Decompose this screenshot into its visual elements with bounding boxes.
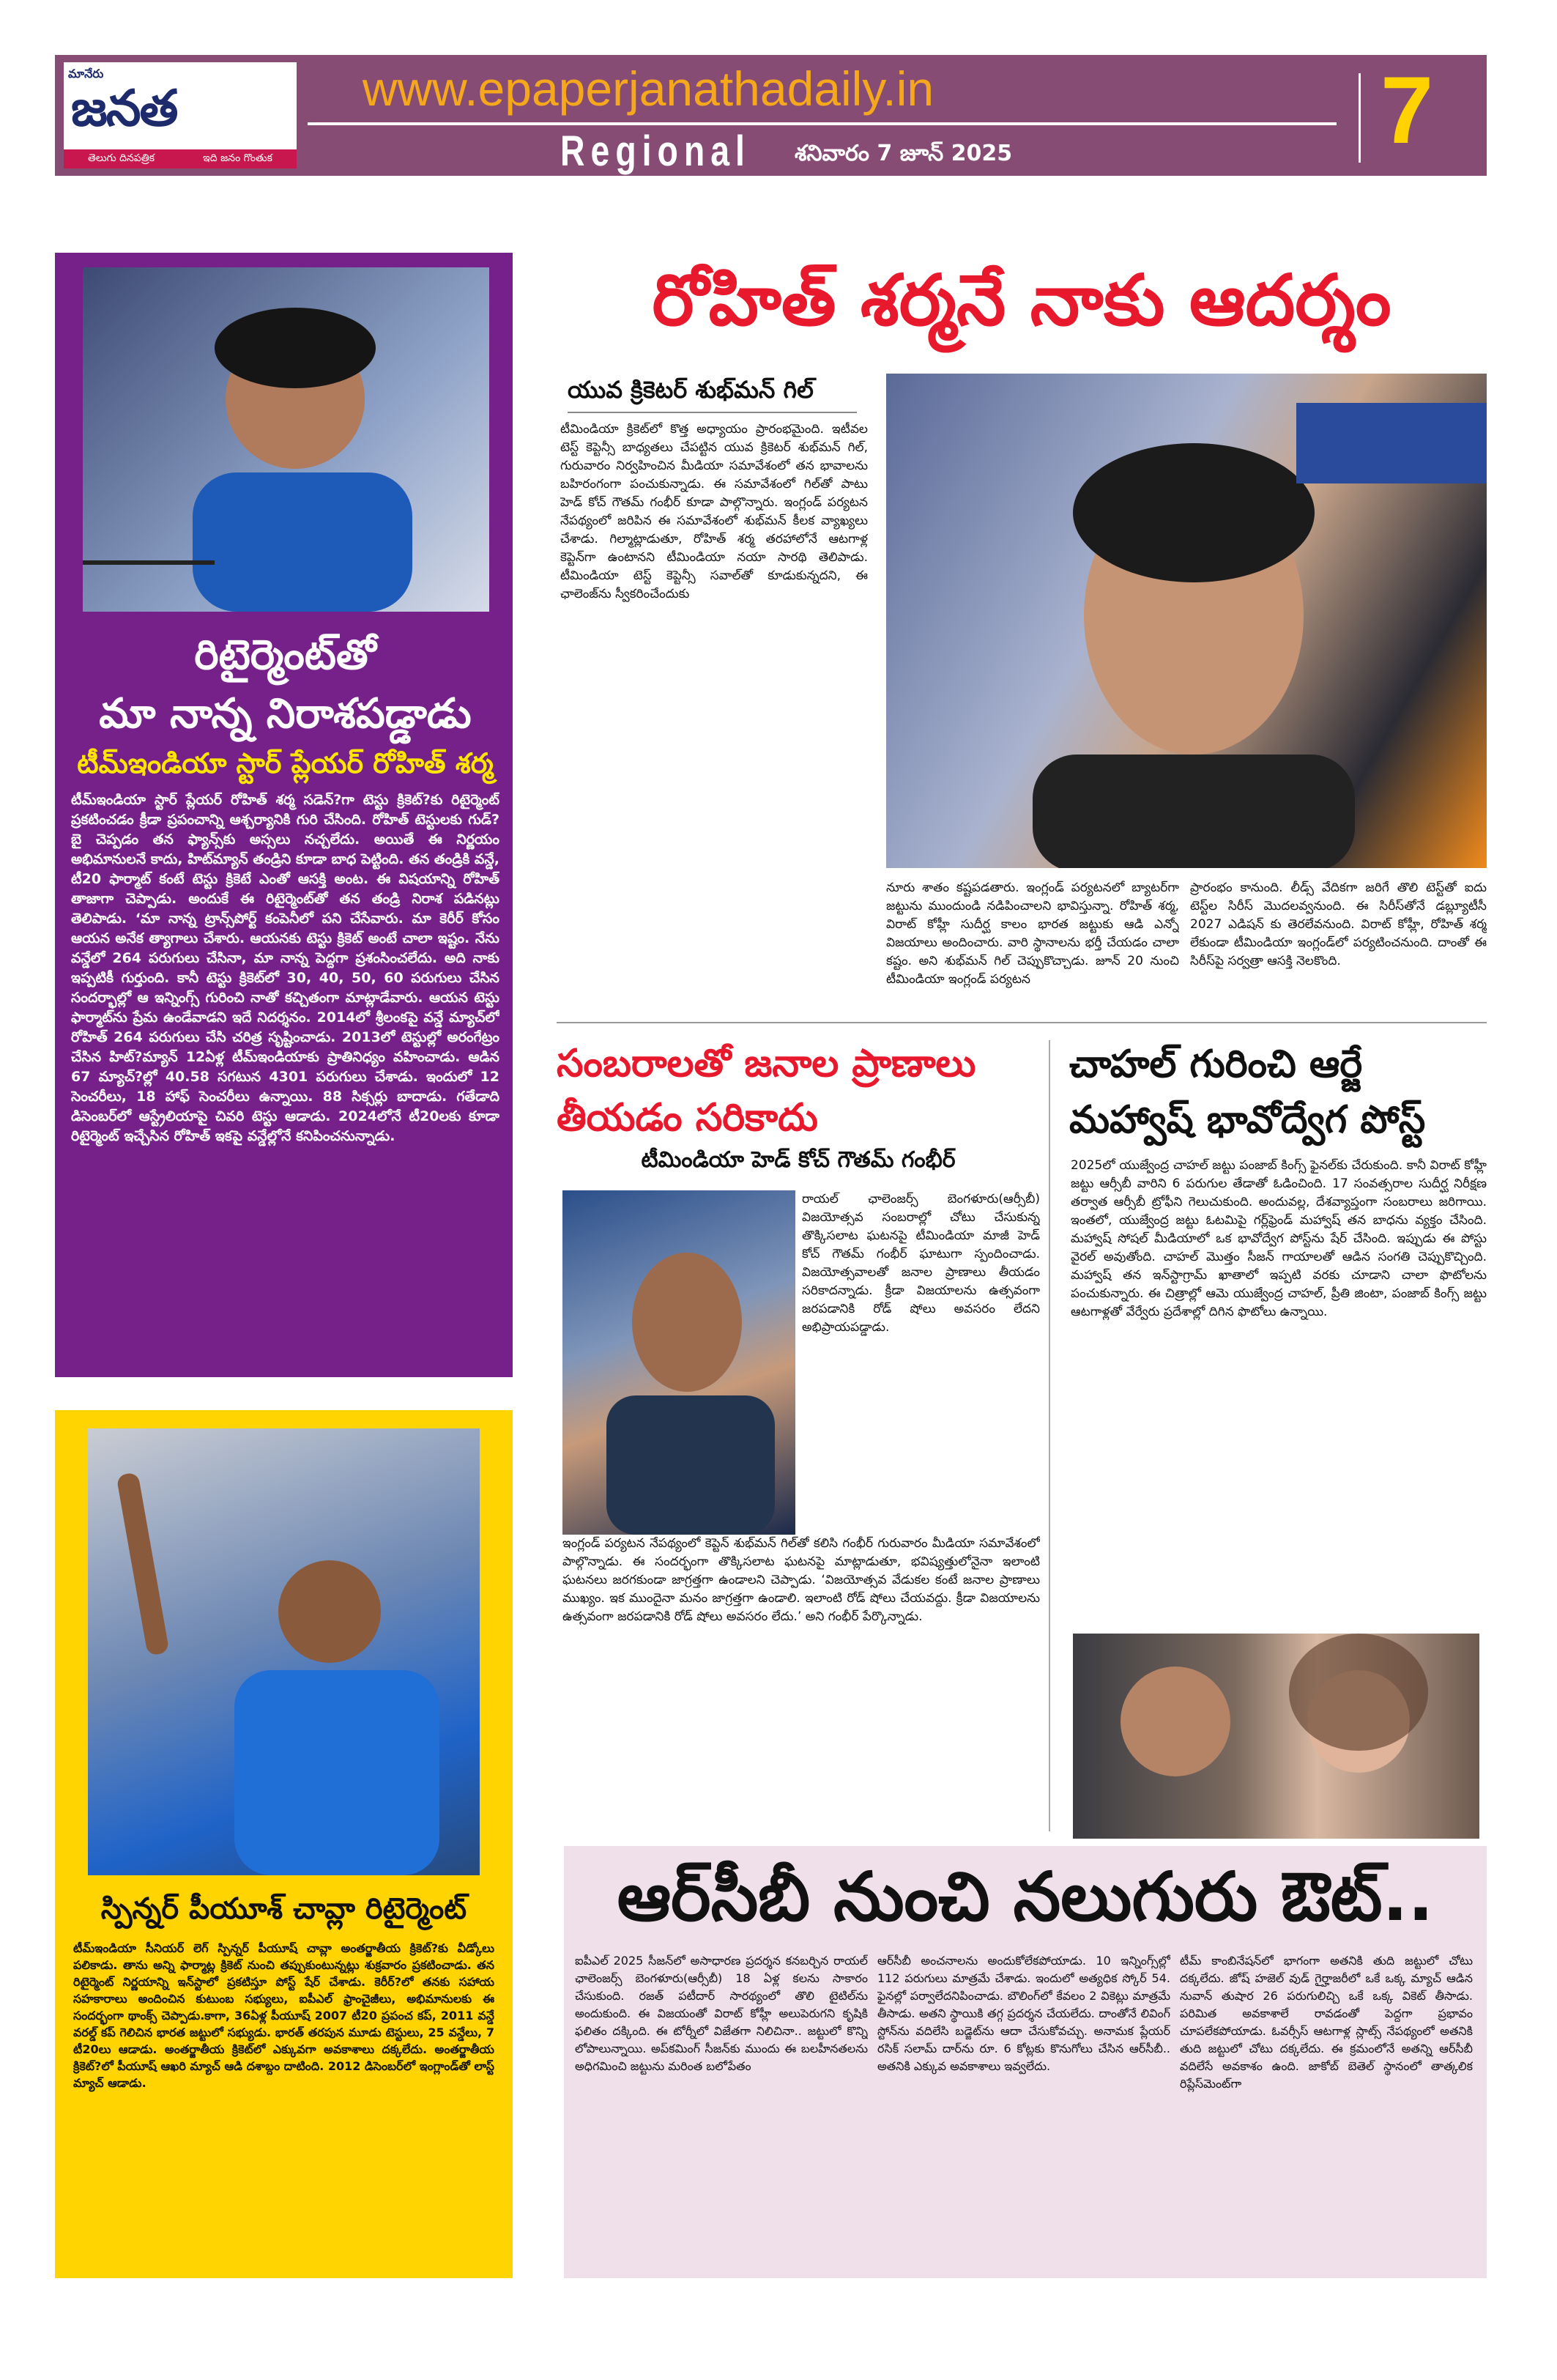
article-subtitle: టీమ్‌ఇండియా స్టార్ ప్లేయర్ రోహిత్ శర్మ [77,747,494,779]
rcb-article [564,1846,1487,2278]
article-headline: స్పిన్నర్ పీయూశ్ చావ్లా రిటైర్మెంట్ [100,1892,467,1926]
piyush-chawla-photo [88,1428,480,1875]
divider [1359,73,1361,163]
article-body: ఆర్‌సీబీ అంచనాలను అందుకోలేకపోయాడు. 10 ఇన్నింగ్స్‌ల్లో 112 పరుగులు మాత్రమే చేశాడు. ఇందులో అత్యధిక స్కోర్ 54. ఫైనల్లో పర్వాలేదనిపించాడు. బౌలింగ్‌లో కేవలం 2 వికెట్లు మాత్రమే తీసాడు. అతని స్థాయికి తగ్గ ప్రదర్శన చేయలేదు. దాంతోనే లివింగ్ స్టోన్‌ను వదిలేసి బడ్జెట్‌ను ఆదా చేసుకోవచ్చు. అనామక ప్లేయర్ రసిక్ సలామ్ దార్‌ను రూ. 6 కోట్లకు కొనుగోలు చేసిన ఆర్‌సీబీ.. అతనికి ఎక్కువ అవకాశాలు ఇవ్వలేదు. [877,1954,1170,2073]
article-body: ఐపీఎల్ 2025 సీజన్‌లో అసాధారణ ప్రదర్శన కనబర్చిన రాయల్ ఛాలెంజర్స్ బెంగళూరు(ఆర్సీబీ) 18 ఏళ్ల కలను సాకారం చేసుకుంది. రజత్ పటీదార్ సారథ్యంలో తొలి టైటిల్‌ను అందుకుంది. ఈ విజయంతో విరాట్ కోహ్లీ అలుపెరుగని కృషికి ఫలితం దక్కింది. ఈ టోర్నీలో విజేతగా నిలిచినా.. జట్టులో కొన్ని లోపాలున్నాయి. అప్‌కమింగ్ సీజన్‌కు ముందు ఈ బలహీనతలను అధిగమించి జట్టును మరింత బలోపేతం [575,1954,868,2073]
article-body: టీమ్‌ఇండియా స్టార్ ప్లేయర్ రోహిత్ శర్మ సడెన్?గా టెస్టు క్రికెట్?కు రిటైర్మెంట్ ప్రకటించడం క్రీడా ప్రపంచాన్ని ఆశ్చర్యానికి గురి చేసింది. రోహిత్ టెస్టులకు గుడ్? బై చెప్పడం తన ఫ్యాన్స్‌కు అస్సలు నచ్చలేదు. అయితే ఈ నిర్ణయం అభిమానులనే కాదు, హిట్‌మ్యాన్ తండ్రిని కూడా బాధ పెట్టింది. తన తండ్రికి వన్డే, టీ20 ఫార్మాట్ కంటే టెస్టు క్రికెటే ఎంతో ఆసక్తి అంట. ఈ విషయాన్ని రోహిత్ తాజాగా చెప్పాడు. అందుకే ఈ రిటైర్మెంట్‌తో తన తండ్రి నిరాశ పడినట్లు తెలిపాడు. ‘మా నాన్న ట్రాన్స్‌పోర్ట్ కంపెనీలో పని చేసేవారు. మా కెరీర్ కోసం ఆయన అనేక త్యాగాలు చేశారు. ఆయనకు టెస్టు క్రికెట్ అంటే చాలా ఇష్టం. నేను వన్డేలో 264 పరుగులు చేసినా, మా నాన్న పెద్దగా ప్రశంసించలేదు. అది నాకు ఇప్పటికీ గుర్తుంది. కానీ టెస్టు క్రికెట్‌లో 30, 40, 50, 60 పరుగులు చేసిన సందర్భాల్లో ఆ ఇన్నింగ్స్ గురించి నాతో కచ్చితంగా మాట్లాడేవారు. ఆయన టెస్టు ఫార్మాట్‌ను ప్రేమ ఉండేవాడని ఇదే నిదర్శనం. 2014లో శ్రీలంకపై వన్డే మ్యాచ్‌లో రోహిత్ 264 పరుగులు చేసి చరిత్ర సృష్టించాడు. 2013లో టెస్టుల్లో అరంగేట్రం చేసిన హిట్?మ్యాన్ 12ఏళ్ల టీమ్‌ఇండియాకు ప్రాతినిధ్యం వహించాడు. ఆడిన 67 మ్యాచ్?ల్లో 40.58 సగటున 4301 పరుగులు చేశాడు. ఇందులో 12 సెంచరీలు, 18 హాఫ్ సెంచరీలు ఉన్నాయి. 88 సిక్సర్లు బాదాడు. గతేడాది డిసెంబర్‌లో ఆస్ట్రేలియాపై చివరి టెస్టు ఆడాడు. 2024లోనే టీ20లకు కూడా రిటైర్మెంట్ ఇచ్చేసిన రోహిత్ ఇకపై వన్డేల్లోనే కనిపించనున్నాడు. [71,792,499,1144]
gambhir-photo-row [557,1190,1040,1535]
headline-line-1: రిటైర్మెంట్‌తో [194,631,376,679]
gautam-gambhir-photo [562,1190,795,1535]
gambhir-headline: సంబరాలతో జనాల ప్రాణాలు తీయడం సరికాదు [557,1042,976,1140]
divider [568,412,857,413]
article-subtitle: టీమిండియా హెడ్ కోచ్ గౌతమ్ గంభీర్ [641,1147,956,1173]
gill-article-content [557,374,1487,1018]
chahal-article [1069,1037,1487,1839]
logo-tag-left: తెలుగు దినపత్రిక [88,152,155,164]
divider [557,1022,1487,1023]
article-body: టీమ్ కాంబినేషన్‌లో భాగంగా అతనికి తుది జట్టులో చోటు దక్కలేదు. జోష్ హజెల్ వుడ్ గైర్హాజరీలో ఒకే ఒక్క మ్యాచ్ ఆడిన నువాన్ తుషార 26 పరుగులిచ్చి ఒకే ఒక్క వికెట్ తీసాడు. పరిమిత అవకాశాలే రావడంతో పెద్దగా ప్రభావం చూపలేకపోయాడు. ఓవర్సీస్ ఆటగాళ్ల స్లాట్స్ నేపథ్యంలో అతనికి తుది జట్టులో చోటు దక్కలేదు. ఈ క్రమంలోనే అతన్ని ఆర్‌సీబీ వదిలేసే అవకాశం ఉంది. జాకోబ్ బెతెల్ స్థానంలో తాత్కలిక రిప్లేస్‌మెంట్‌గా [1180,1954,1473,2091]
rohit-article [55,253,513,1377]
lead-headline: రోహిత్ శర్మనే నాకు ఆదర్శం [652,259,1391,341]
article-body: టీమిండియా క్రికెట్‌లో కొత్త అధ్యాయం ప్రారంభమైంది. ఇటీవల టెస్ట్ కెప్టెన్సీ బాధ్యతలు చేపట్టిన యువ క్రికెటర్ శుభ్‌మన్ గిల్, గురువారం నిర్వహించిన మీడియా సమావేశంలో తన భావాలను బహిరంగంగా పంచుకున్నాడు. ఈ సమావేశంలో గిల్‌తో పాటు హెడ్ కోచ్ గౌతమ్ గంభీర్ కూడా పాల్గొన్నారు. ఇంగ్లండ్ పర్యటన నేపథ్యంలో జరిపిన ఈ సమావేశంలో శుభ్‌మన్ కీలక వ్యాఖ్యలు చేశాడు. గిల్మాట్లాడుతూ, రోహిత్ శర్మ తరహాలోనే ఆటగాళ్ల కెప్టెన్‌గా ఉంటానని టీమిండియా నయా సారథి తెలిపాడు. టీమిండియా టెస్ట్ కెప్టెన్సీ సవాల్‌తో కూడుకున్నదని, ఈ ఛాలెంజ్‌ను స్వీకరించేందుకు [560,422,868,601]
logo-small-text: మానేరు [68,67,104,81]
article-body: ప్రారంభం కానుంది. లీడ్స్ వేదికగా జరిగే తొలి టెస్ట్‌తో ఐదు టెస్ట్‌ల సిరీస్ మొదలవ్వనుంది. ఈ సిరీస్‌తోనే డబ్ల్యూటీసీ 2027 ఎడిషన్ కు తెరలేవనుంది. విరాట్ కోహ్లీ, రోహిత్ శర్మ లేకుండా టీమిండియా ఇంగ్లండ్‌లో పర్యటించనుంది. దాంతో ఈ సిరీస్‌పై సర్వత్రా ఆసక్తి నెలకొంది. [1190,881,1487,968]
issue-date: శనివారం 7 జూన్ 2025 [795,141,1013,166]
article-subtitle: యువ క్రికెటర్ శుభ్‌మన్ గిల్ [568,376,814,404]
logo-tag-right: ఇది జనం గొంతుక [203,152,272,164]
shubman-gill-photo [886,374,1487,868]
rohit-sharma-photo [83,267,489,612]
article-body: రాయల్ ఛాలెంజర్స్ బెంగళూరు(ఆర్సీబీ) విజయోత్సవ సంబరాల్లో చోటు చేసుకున్న తొక్కిసలాట ఘటనపై టీమిండియా మాజీ హెడ్ కోచ్ గౌతమ్ గంభీర్ ఘాటుగా స్పందించాడు. విజయోత్సవాలతో జనాల ప్రాణాలు తీయడం సరికాదన్నాడు. క్రీడా విజయాలను ఉత్సవంగా జరపడానికి రోడ్ షోలు అవసరం లేదని అభిప్రాయపడ్డాడు. [802,1192,1040,1335]
page-number: 7 [1381,56,1434,163]
headline-line-2: మా నాన్న నిరాశపడ్డాడు [99,690,472,738]
article-body: 2025లో యుజ్వేంద్ర చాహల్ జట్టు పంజాబ్ కింగ్స్ ఫైనల్‌కు చేరుకుంది. కానీ విరాట్ కోహ్లీ జట్టు ఆర్సీబీ వారిని 6 పరుగుల తేడాతో ఓడించింది. 17 సంవత్సరాల సుదీర్ఘ నిరీక్షణ తర్వాత ఆర్సీబీ ట్రోఫీని గెలుచుకుంది. అందువల్ల, దేశవ్యాప్తంగా సంబరాలు జరిగాయి. ఇంతలో, యుజ్వేంద్ర జట్టు ఓటమిపై గర్ల్‌ఫ్రెండ్ మహ్వాష్ తన బాధను వ్యక్తం చేసింది. మహ్వాష్ సోషల్ మీడియాలో ఒక భావోద్వేగ పోస్ట్‌ను షేర్ చేసింది. ఇప్పుడు ఈ పోస్టు వైరల్ అవుతోంది. చాహల్ మొత్తం సీజన్ గాయాలతో ఆడిన సంగతి చెప్పుకొచ్చింది. మహ్వాష్ తన ఇన్‌స్టాగ్రామ్ ఖాతాలో ఇప్పటి వరకు చూడాని చాలా ఫొటోలను పంచుకున్నారు. ఈ చిత్రాల్లో ఆమె యుజ్వేంద్ర చాహల్, ప్రీతి జింటా, పంజాబ్ కింగ్స్ జట్టు ఆటగాళ్లతో వేర్వేరు ప్రదేశాల్లో దిగిన ఫొటోలు ఉన్నాయి. [1071,1158,1487,1319]
divider [308,122,1337,125]
website-url[interactable]: www.epaperjanathadaily.in [362,62,934,116]
chahal-headline: చాహల్ గురించి ఆర్జే మహ్వాష్ భావోద్వేగ పోస్ట్ [1069,1042,1426,1142]
article-body: ఇంగ్లండ్ పర్యటన నేపథ్యంలో కెప్టెన్ శుభ్‌మన్ గిల్‌తో కలిసి గంభీర్ గురువారం మీడియా సమావేశంలో పాల్గొన్నాడు. ఈ సందర్భంగా తొక్కిసలాట ఘటనపై మాట్లాడుతూ, భవిష్యత్తులోనైనా ఇలాంటి ఘటనలు జరగకుండా జాగ్రత్తగా ఉండాలని చెప్పాడు. ‘విజయోత్సవ వేడుకల కంటే జనాల ప్రాణాలు ముఖ్యం. ఇక ముందైనా మనం జాగ్రత్తగా ఉండాలి. ఇలాంటి రోడ్ షోలు చేయవద్దు. క్రీడా విజయాలను ఉత్సవంగా జరపడానికి రోడ్ షోలు అవసరం లేదు.’ అని గంభీర్ పేర్కొన్నాడు. [562,1536,1040,1624]
chawla-article [55,1410,513,2278]
article-body: టీమ్‌ఇండియా సీనియర్ లెగ్ స్పిన్నర్ పీయూష్ చావ్లా అంతర్జాతీయ క్రికెట్?కు వీడ్కోలు పలికాడు. తాను అన్ని ఫార్మాట్ల క్రికెట్ నుంచి తప్పుకుంటున్నట్లు శుక్రవారం ప్రకటించాడు. తన రిటైర్మెంట్ నిర్ణయాన్ని ఇన్‌స్టాలో ప్రకటిస్తూ పోస్ట్ షేర్ చేశాడు. కెరీర్?లో తనకు సహాయ సహకారాలు అందించిన కుటుంబ సభ్యులు, ఐపీఎల్ ఫ్రాంచైజీలు, అభిమానులకు ఈ సందర్భంగా థాంక్స్ చెప్పాడు.కాగా, 36ఏళ్ల పీయూష్ 2007 టీ20 ప్రపంచ కప్, 2011 వన్డే వరల్డ్ కప్ గెలిచిన భారత జట్టులో సభ్యుడు. భారత్ తరపున మూడు టెస్టులు, 25 వన్డేలు, 7 టీ20లు ఆడాడు. అంతర్జాతీయ క్రికెట్‌లో ఎక్కువగా అవకాశాలు దక్కలేదు. అంతర్జాతీయ క్రికెట్?లో పీయూష్ ఆఖరి మ్యాచ్ ఆడి దశాబ్దం దాటింది. 2012 డిసెంబర్‌లో ఇంగ్లాండ్‌తో లాస్ట్ మ్యాచ్ ఆడాడు. [73,1941,494,2090]
logo-tagline-strip [64,149,297,168]
section-name: Regional [560,127,751,175]
masthead [55,55,1487,176]
gill-left-column [560,374,868,1018]
rcb-columns [575,1952,1476,2275]
gambhir-article [557,1037,1040,1828]
gill-article [557,253,1487,1018]
article-headline: ఆర్‌సీబీ నుంచి నలుగురు ఔట్.. [617,1858,1434,1936]
article-body: నూరు శాతం కష్టపడతారు. ఇంగ్లండ్ పర్యటనలో బ్యాటర్‌గా జట్టును ముందుండి నడిపించాలని భావిస్తున్నా. రోహిత్ శర్మ, విరాట్ కోహ్లీ సుదీర్ఘ కాలం భారత జట్టుకు ఆడి ఎన్నో విజయాలు అందించారు. వారి స్థానాలను భర్తీ చేయడం చాలా కష్టం. అని శుభ్‌మన్ గిల్ చెప్పుకొచ్చాడు. జూన్ 20 నుంచి టీమిండియా ఇంగ్లండ్ పర్యటన [886,881,1179,987]
logo-name: జనత [71,80,177,138]
divider [1049,1040,1050,1831]
chahal-mahvash-photo [1073,1634,1479,1839]
janatha-logo [64,62,297,168]
